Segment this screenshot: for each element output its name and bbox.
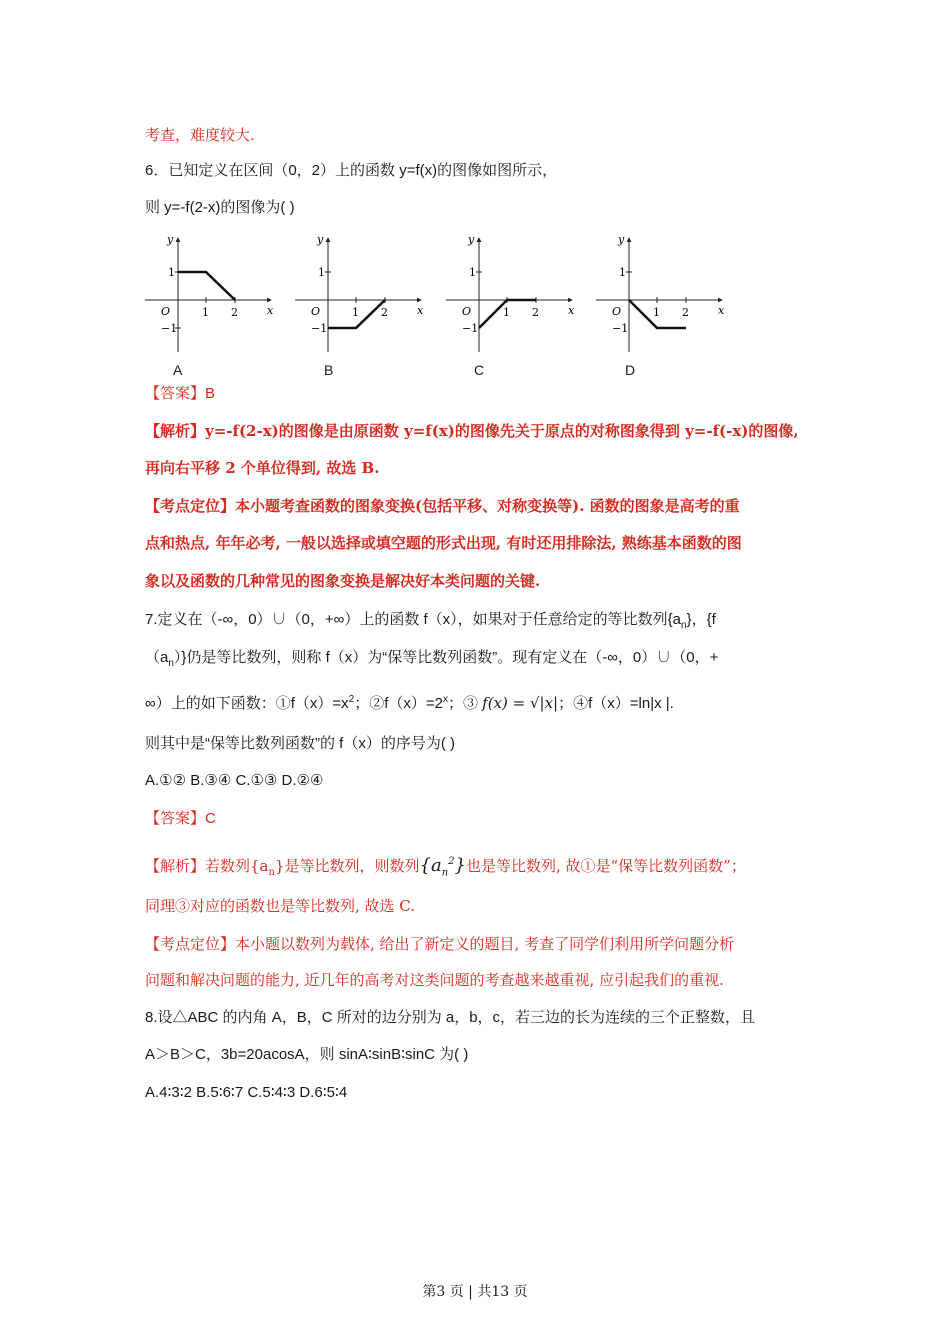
- graph-option-d-label: D: [625, 362, 636, 378]
- question-6-knowledge-point: 象以及函数的几种常见的图象变换是解决好本类问题的关键.: [145, 572, 541, 590]
- origin-label: O: [311, 305, 321, 318]
- tick-label: 1: [352, 306, 359, 319]
- formula: $\{a_n^2\}$: [419, 855, 466, 879]
- y-axis-label: y: [468, 233, 475, 246]
- answer-value: C: [205, 810, 216, 827]
- tick-label: 1: [469, 266, 476, 279]
- question-7-options: A.①② B.③④ C.①③ D.②④: [145, 772, 324, 789]
- graph-option-b: [293, 230, 428, 355]
- origin-label: O: [612, 305, 622, 318]
- question-8-options: A.4∶3∶2 B.5∶6∶7 C.5∶4∶3 D.6∶5∶4: [145, 1084, 348, 1101]
- origin-label: O: [161, 305, 171, 318]
- x-axis-label: x: [267, 304, 274, 317]
- tick-label: 2: [381, 306, 388, 319]
- page-footer: 第3 页 | 共13 页: [422, 1284, 528, 1300]
- tick-label: 2: [532, 306, 539, 319]
- question-7-stem: $(a_n)$}仍是等比数列，则称 f（x）为“保等比数列函数”。现有定义在（-∞，0）∪（0，+: [145, 649, 719, 669]
- question-7-knowledge-point: 【考点定位】本小题以数列为载体, 给出了新定义的题目, 考查了同学们利用所学问题分析: [145, 935, 735, 953]
- graph-option-a: [143, 230, 278, 355]
- question-8-stem: 8.设△ABC 的内角 A，B，C 所对的边分别为 a，b，c，若三边的长为连续的三个正整数，且: [145, 1009, 756, 1026]
- tick-label: −1: [311, 322, 328, 335]
- tick-label: −1: [161, 322, 178, 335]
- question-8-stem: A＞B＞C，3b=20acosA，则 sinA∶sinB∶sinC 为( ): [145, 1046, 469, 1063]
- y-axis-label: y: [317, 233, 324, 246]
- question-7-functions: ∞）上的如下函数：$①f(x)=x^2$；$②f(x)=2^x$；③ f(x) = √|x|；④f（x）=ln|x |.: [145, 694, 674, 712]
- question-6-answer: [145, 383, 215, 405]
- graph-option-c-label: C: [474, 362, 485, 378]
- graph-option-b-label: B: [324, 362, 334, 378]
- graph-option-d: [594, 230, 729, 355]
- tick-label: 1: [168, 266, 175, 279]
- question-7-explanation: 同理③对应的函数也是等比数列, 故选 C.: [145, 897, 416, 915]
- question-7-knowledge-point: 问题和解决问题的能力, 近几年的高考对这类问题的考查越来越重视, 应引起我们的重视.: [145, 971, 724, 989]
- y-axis-label: y: [167, 233, 174, 246]
- tick-label: 2: [682, 306, 689, 319]
- question-7-stem: 7.定义在（-∞，0）∪（0，+∞）上的函数 f（x），如果对于任意给定的等比数列$\{a_n\}$，{f: [145, 611, 716, 631]
- tick-label: −1: [462, 322, 479, 335]
- tick-label: −1: [612, 322, 629, 335]
- question-7-explanation: 【解析】若数列$\{a_n\}$是等比数列，则数列$\{a_n^2\}$也是等比数列, 故①是“保等比数列函数”；: [145, 855, 746, 879]
- tick-label: 2: [231, 306, 238, 319]
- y-axis-label: y: [618, 233, 625, 246]
- tick-label: 1: [202, 306, 209, 319]
- question-6-explanation: 【解析】y=-f(2-x)的图像是由原函数 y=f(x)的图像先关于原点的对称图象得到 y=-f(-x)的图像,: [145, 422, 799, 440]
- x-axis-label: x: [718, 304, 725, 317]
- graph-option-c: [444, 230, 579, 355]
- tick-label: 1: [653, 306, 660, 319]
- formula: f(x) = √|x|: [482, 694, 559, 712]
- question-7-answer: [145, 808, 216, 830]
- graph-option-a-label: A: [173, 362, 183, 378]
- question-6-stem: 6．已知定义在区间（0，2）上的函数 y=f(x)的图像如图所示，: [145, 162, 558, 179]
- question-6-explanation: 再向右平移 2 个单位得到, 故选 B.: [145, 459, 380, 477]
- tick-label: 1: [619, 266, 626, 279]
- x-axis-label: x: [417, 304, 424, 317]
- answer-label: 【答案】: [145, 810, 206, 827]
- question-6-knowledge-point: 【考点定位】本小题考查函数的图象变换(包括平移、对称变换等). 函数的图象是高考的重: [145, 497, 740, 515]
- question-6-knowledge-point: 点和热点, 年年必考, 一般以选择或填空题的形式出现, 有时还用排除法, 熟练基本函数的图: [145, 534, 742, 552]
- tick-label: 1: [318, 266, 325, 279]
- question-7-prompt: 则其中是“保等比数列函数”的 f（x）的序号为( ): [145, 735, 455, 752]
- question-6-prompt: 则 y=-f(2-x)的图像为( ): [145, 199, 295, 216]
- tick-label: 1: [503, 306, 510, 319]
- text-line: 考查，难度较大.: [145, 126, 255, 144]
- x-axis-label: x: [568, 304, 575, 317]
- answer-label: 【答案】: [145, 385, 206, 402]
- origin-label: O: [462, 305, 472, 318]
- answer-value: B: [205, 385, 216, 402]
